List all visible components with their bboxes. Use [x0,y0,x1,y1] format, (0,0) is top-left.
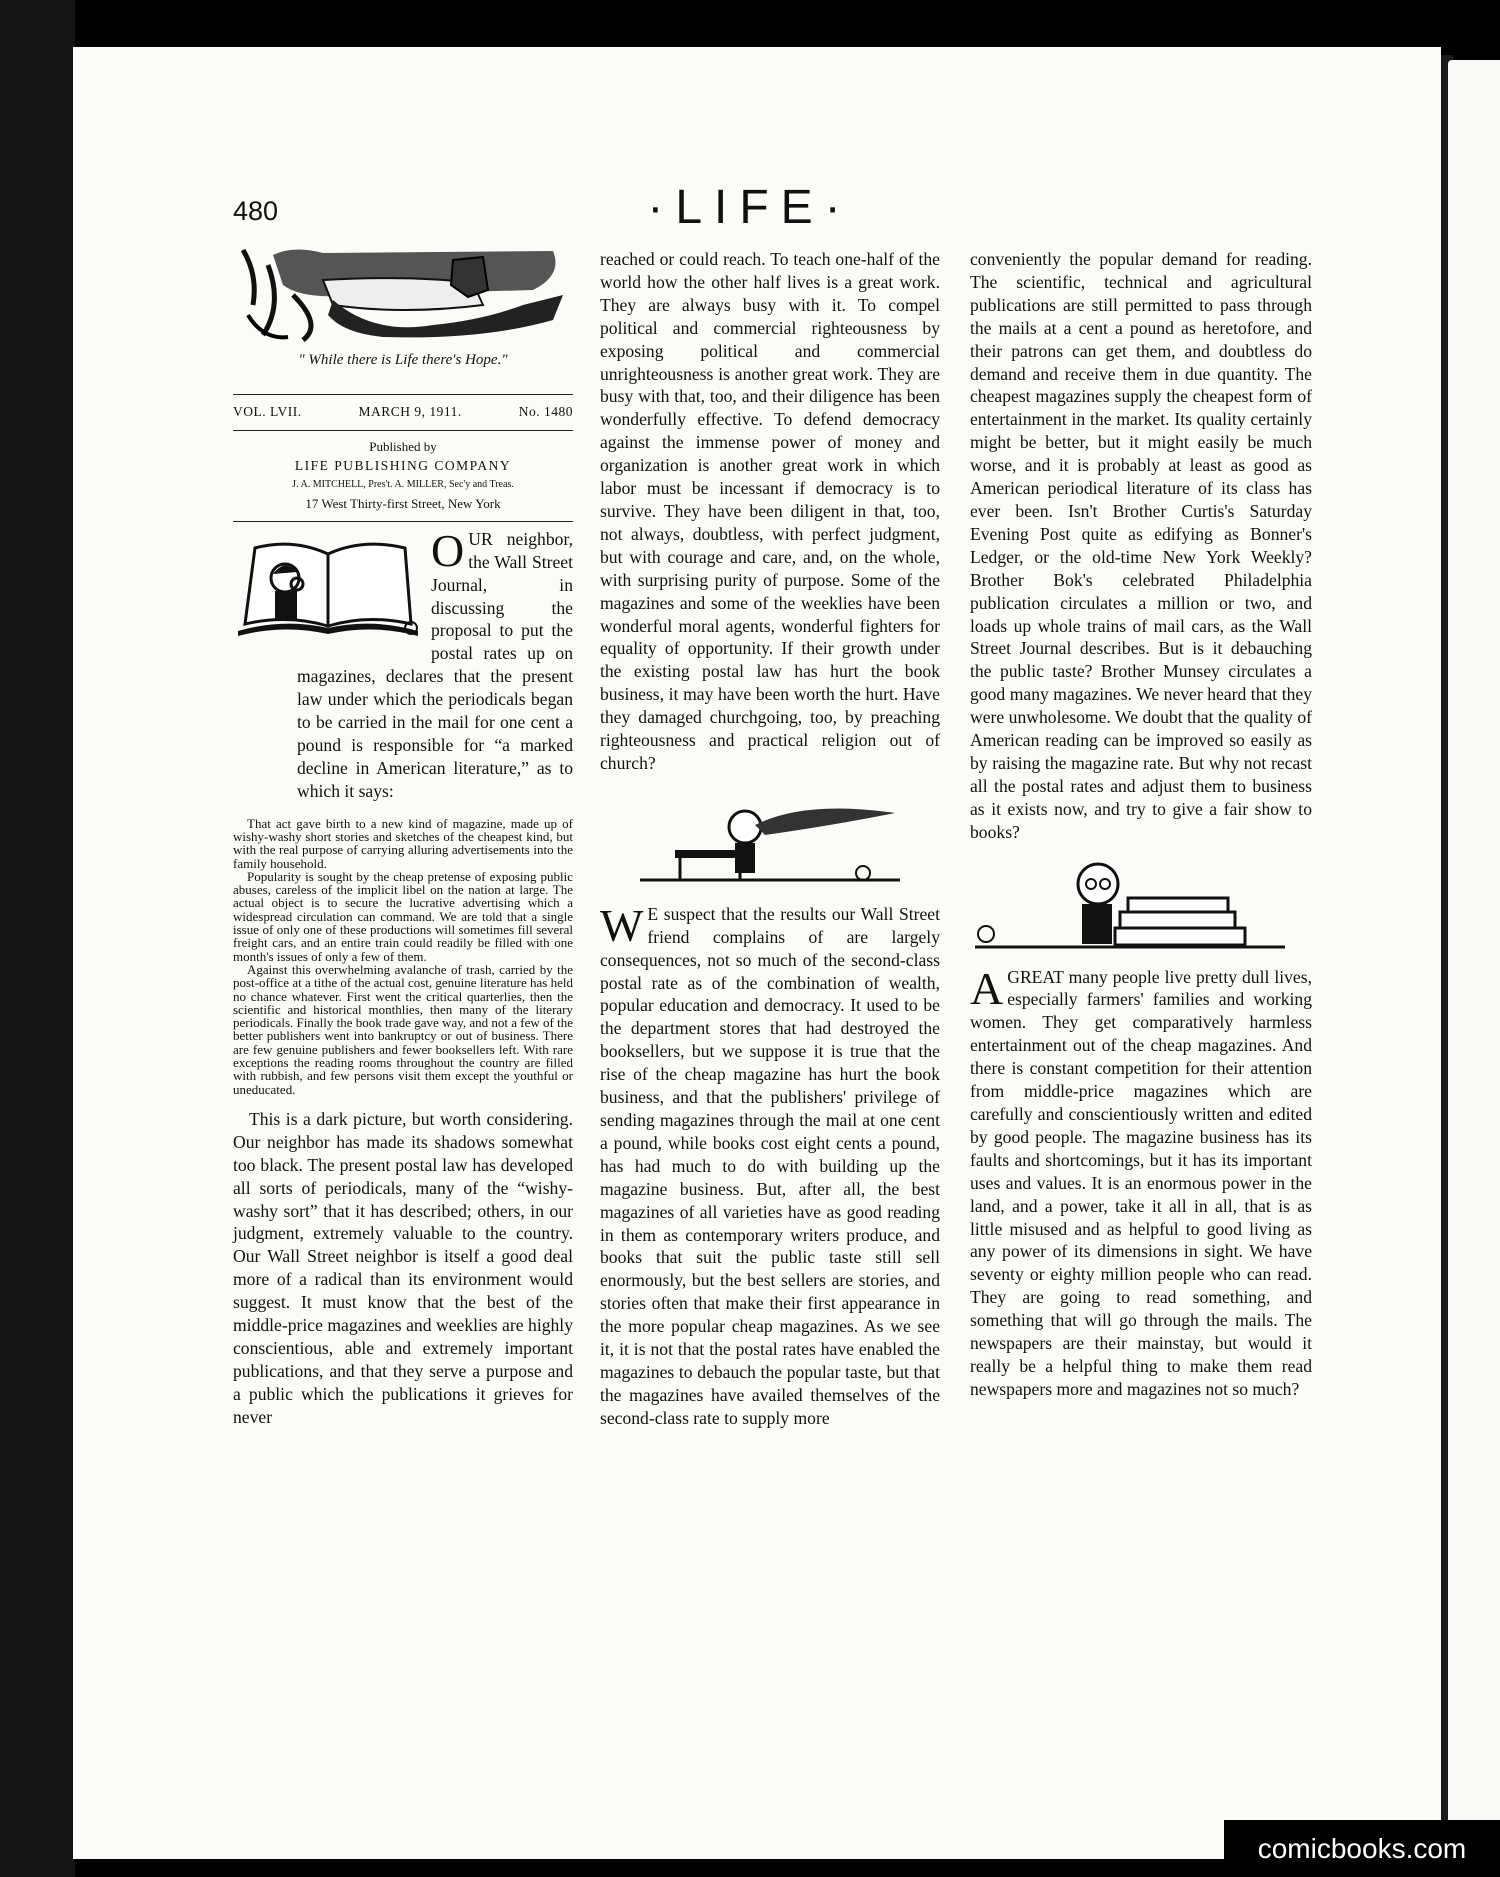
column-3 [970,248,1312,1403]
scan-border [0,0,75,1877]
masthead-title: ·LIFE· [647,181,853,234]
quote-paragraph: That act gave birth to a new kind of magazine, made up of wishy-washy short stories and sketches of the cheapest kind, but with the real purpose of carrying alluring advertisements into the family household. [233,815,573,871]
volume: VOL. LVII. [233,403,302,419]
open-book-illustration [233,536,423,646]
editorial-paragraph-text: E suspect that the results our Wall Street friend complains of are largely consequences, not so much of the second-class postal rate as of the combination of wealth, popular education and democracy. It used to be the department stores that had destroyed the booksellers, but we suppose it is true that the rise of the cheap magazine has hurt the book business, and that the publishers' privilege of sending magazines through the mail at one cent a pound, while books cost eight cents a pound, has had much to do with building up the magazine business. But, after all, the best magazines of all varieties have as good reading in them as contemporary writers produce, and books that suit the public taste still sell enormously, but the best sellers are stories, and stories often that make their first appearance in the more popular cheap magazines. As we see it, it is not that the postal rates have enabled the magazines to debauch the popular taste, but that the magazines have availed themselves of the second-class rate to supply more [600,903,940,1428]
banner-illustration [233,245,573,345]
column-2 [600,248,940,1432]
quote-paragraph: Against this overwhelming avalanche of trash, carried by the post-office at a tithe of the actual cost, genuine literature has held no chance whatever. First went the critical quarterlies, then the scientific and historical monthlies, then many of the literary periodicals. Finally the book trade gave way, and not a few of the better publishers went into bankruptcy or out of business. There are few genuine publishers and fewer booksellers left. With rare exceptions the reading rooms throughout the country are filled with rubbish, and few persons visit them except the youthful or uneducated. [233,961,573,1097]
quoted-passage [233,817,573,1096]
watermark: comicbooks.com [1224,1820,1500,1877]
publisher-officers: J. A. MITCHELL, Pres't. A. MILLER, Sec'y and Treas. [292,478,514,490]
drop-cap-w: W [600,899,644,951]
published-by-label: Published by [369,438,437,454]
editorial-paragraph [600,899,940,1430]
masthead-motto: " While there is Life there's Hope." [298,352,508,368]
editorial-opening-text: UR neighbor, the Wall Street Journal, in discussing the proposal to put the postal rates up on magazines, declares that the present law under which the periodicals began to be carried in the mail for one cent a pound is responsible for “a marked decline in American literature,” as to which it says: [297,528,573,801]
drop-cap-o: O [431,524,465,576]
facing-page-edge [1448,60,1500,1850]
column-1 [233,245,573,1431]
publisher-name: LIFE PUBLISHING COMPANY [294,457,512,473]
publisher-address: 17 West Thirty-first Street, New York [305,495,501,511]
editorial-opening [233,524,573,803]
publisher-block [233,437,573,513]
drop-cap-a: A [970,962,1004,1014]
editorial-paragraph: This is a dark picture, but worth considering. Our neighbor has made its shadows somewhat too black. The present postal law has developed all sorts of periodicals, many of the “wishy-washy sort” that it has described; others, in our judgment, extremely valuable to the country. Our Wall Street neighbor is itself a good deal more of a radical than its environment would suggest. It must know that the best of the middle-price magazines and weeklies are highly conscientious, able and extremely important publications, and that they serve a purpose and a public which the publications it grieves for never [233,1108,573,1427]
stacked-books-illustration [970,862,1290,954]
editorial-paragraph: reached or could reach. To teach one-half of the world how the other half lives is a great work. They are always busy with it. To compel political and commercial righteousness by exposing political and commercial unrighteousness is another great work. They are busy with that, too, and their diligence has been wonderfully effective. To defend democracy against the immense power of money and organization is another great work in which labor must be incessant if democracy is to survive. They have been diligent in that, too, not always, doubtless, with perfect judgment, but with courage and care, and, on the whole, with surprising purity of purpose. Some of the magazines and some of the weeklies have been wonderful moral agents, wonderful fighters for equality of opportunity. If their growth under the existing postal law has hurt the book business, it may have been worth the hurt. Have they damaged churchgoing, too, by preaching righteousness and practical religion out of church? [600,249,940,773]
volume-line [233,394,573,431]
editorial-paragraph-text: GREAT many people live pretty dull lives, especially farmers' families and working women. They get comparatively harmless entertainment out of the cheap magazines. And there is constant competition for their attention from middle-price magazines which are carefully and conscientiously written and edited by good people. The magazine business has its faults and shortcomings, but it has its important uses and values. It is an enormous power in the land, and a power, take it all in all, that is as little misused and as helpful to good living as any power of its dimensions in sight. We have seventy or eighty million people who can read. They are going to read something, and something that will go through the mails. The newspapers are their mainstay, but would it really be a helpful thing to make them read newspapers more and magazines not so much? [970,966,1312,1399]
divider [233,521,573,522]
issue-number: No. 1480 [518,403,573,419]
quote-paragraph: Popularity is sought by the cheap pretense of exposing public abuses, careless of the implicit libel on the nation at large. The actual object is to secure the lucrative advertising which a widespread circulation can command. We are told that a single issue of only one of these productions will sometimes fill several freight cars, and an entire train could readily be filled with one month's issues of only a few of them. [233,868,573,964]
writer-at-desk-illustration [635,795,905,885]
page-number: 480 [233,196,279,226]
editorial-paragraph: conveniently the popular demand for reading. The scientific, technical and agricultural publications are still permitted to pass through the mails at a cent a pound as heretofore, and their patrons can get them, and doubtless do demand and receive them in due quantity. The cheapest magazines supply the cheapest form of entertainment in the market. Its quality certainly might be better, but it might easily be much worse, and it is probably at least as good as American periodical literature of its class has ever been. Isn't Brother Curtis's Saturday Evening Post quite as edifying as Bonner's Ledger, or the old-time New York Weekly? Brother Bok's celebrated Philadelphia publication circulates a million or two, and loads up whole trains of mail cars, as the Wall Street Journal describes. But is it debauching the public taste? Brother Munsey circulates a good many magazines. We never heard that they were unwholesome. We doubt that the quality of American reading can be improved so easily as by raising the magazine rate. But why not recast all the postal rates and adjust them to business as it exists now, and try to give a fair show to books? [970,249,1312,842]
issue-date: MARCH 9, 1911. [358,403,462,419]
editorial-paragraph [970,962,1312,1401]
